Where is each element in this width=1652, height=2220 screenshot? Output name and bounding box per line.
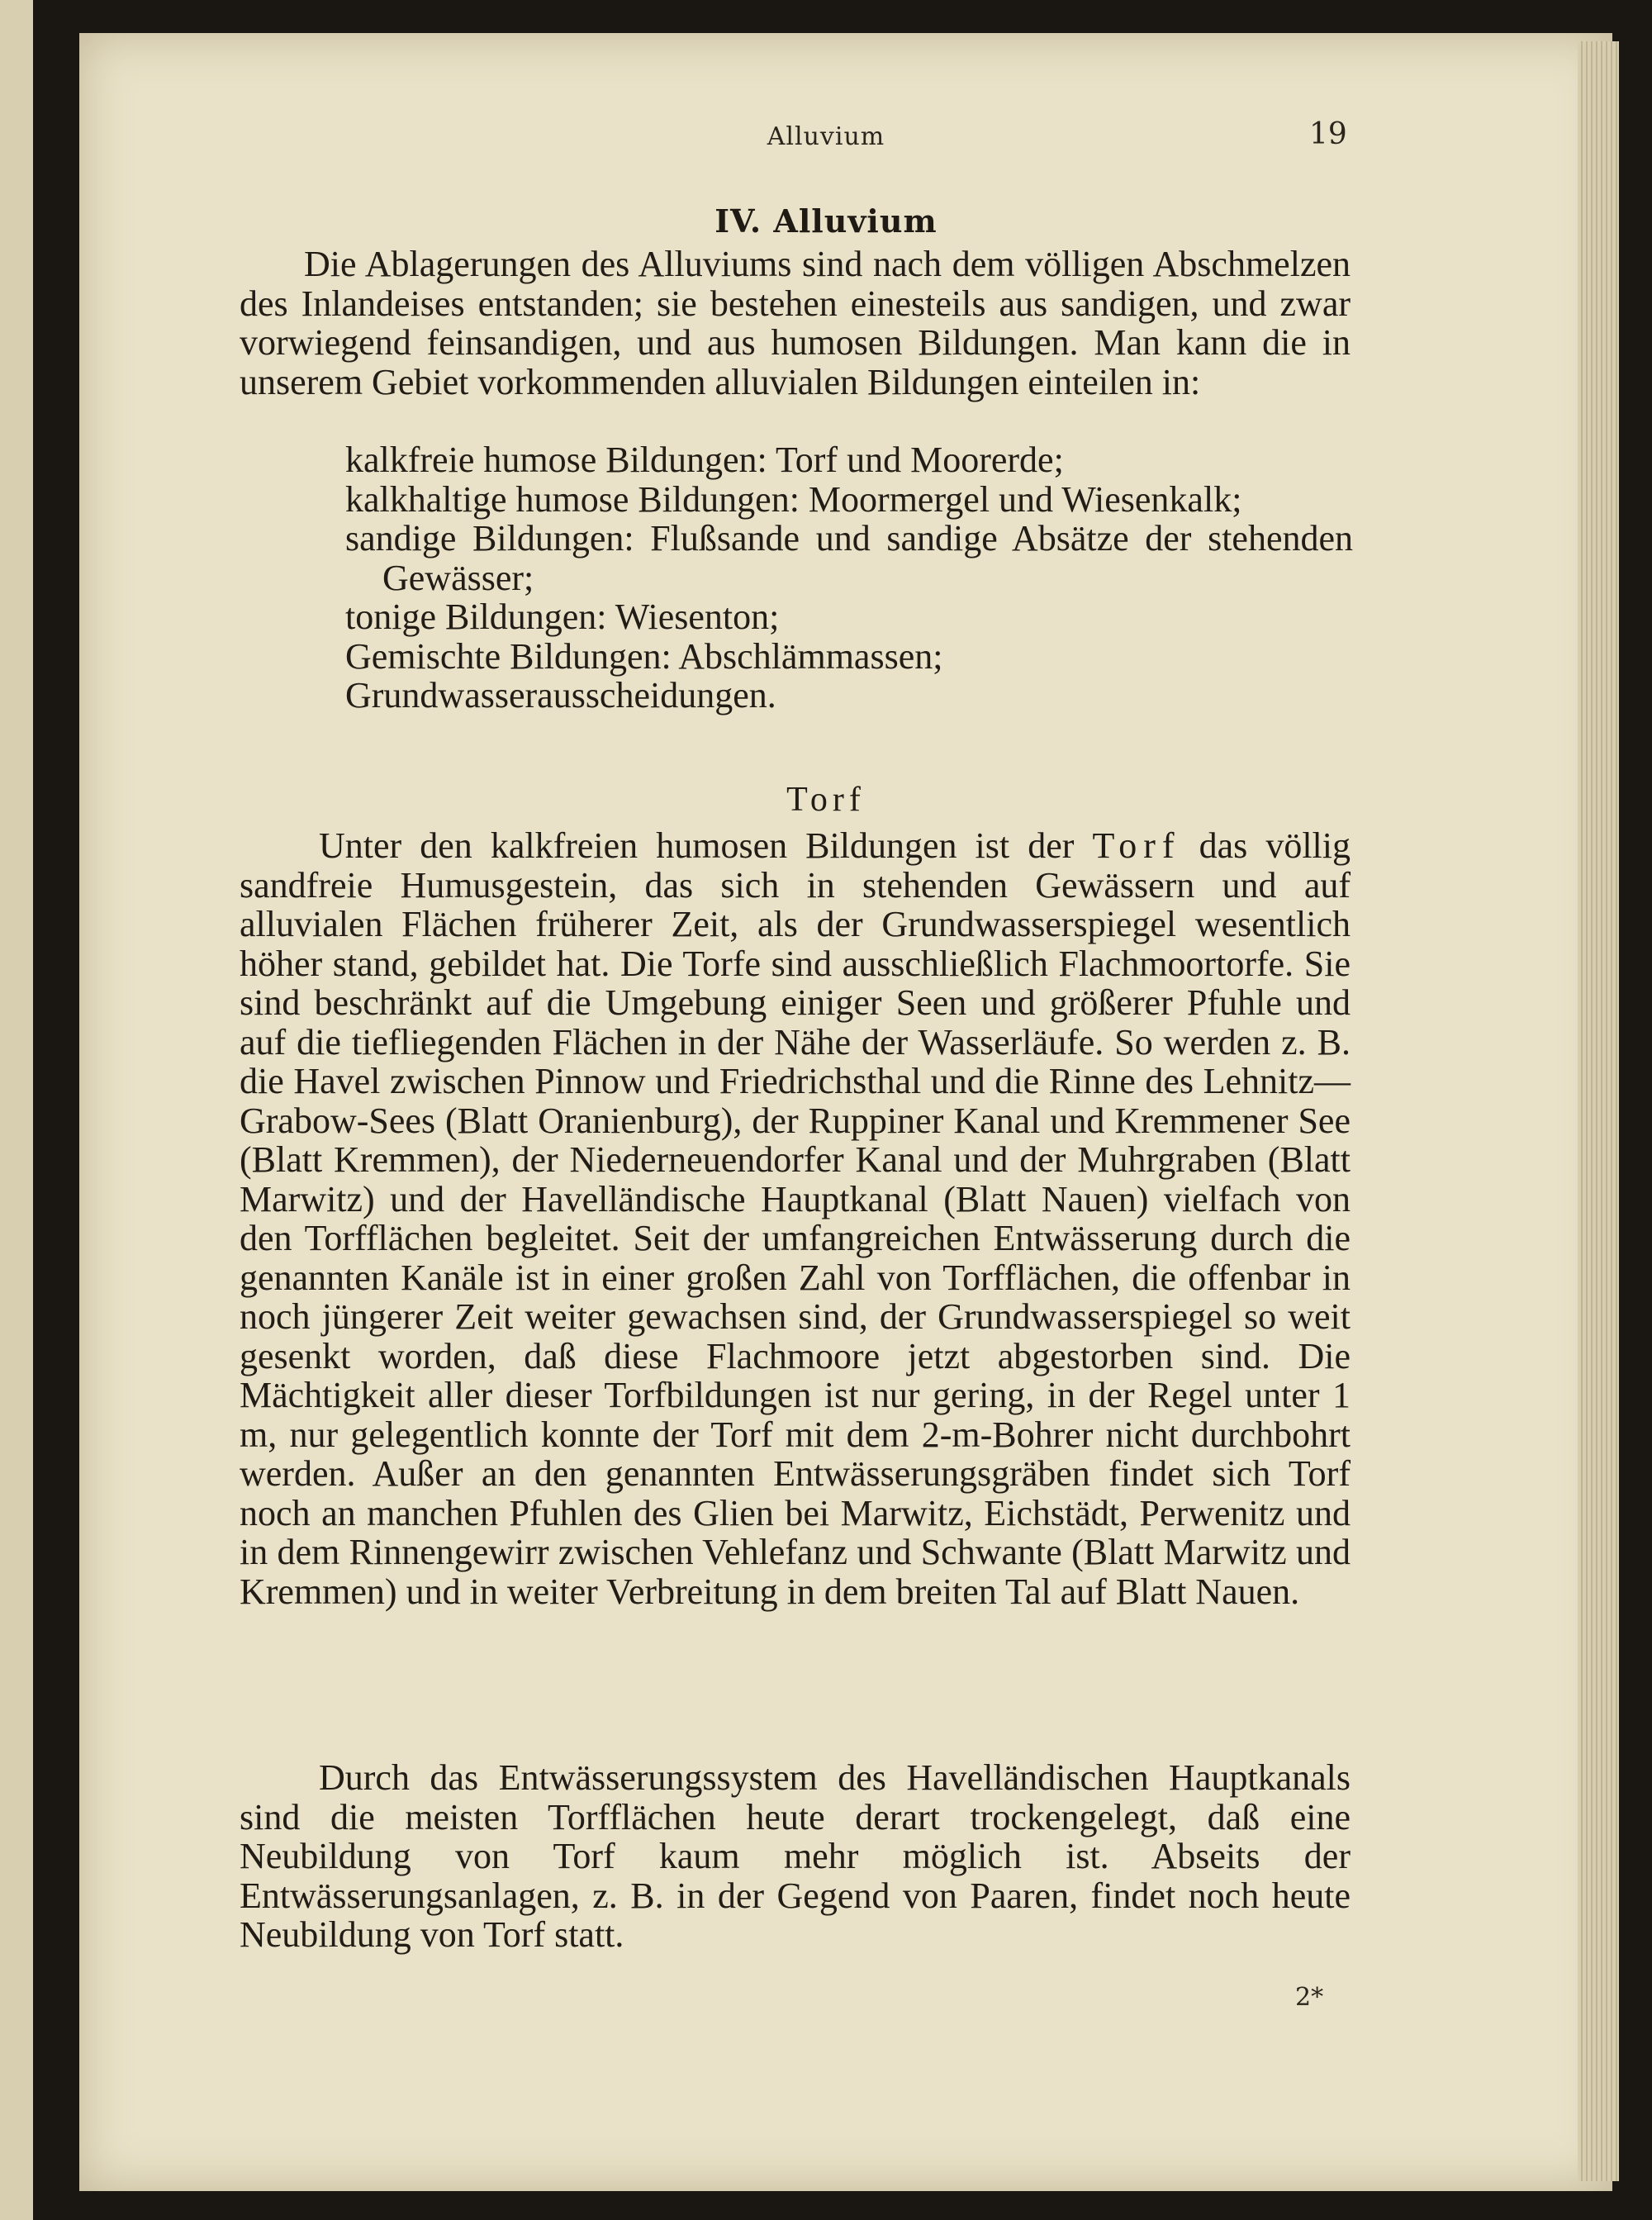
list-item: sandige Bildungen: Flußsande und sandige Absätze der stehenden Gewässer; [345,518,1353,598]
category-list [345,440,1353,715]
chapter-heading: IV. Alluvium [714,202,938,240]
torf-paragraph [240,826,1351,1611]
intro-paragraph: Die Ablagerungen des Alluviums sind nach dem völligen Abschmelzen des Inlandeises entstanden; sie bestehen einesteils aus sandigen, und zwar vorwiegend feinsandigen, und aus humosen Bildungen. Man kann die in unserem Gebiet vorkommenden alluvialen Bildungen einteilen in: [240,244,1351,402]
left-page-edge [0,0,33,2220]
torf-paragraph-start: Unter den kalkfreien humosen Bildungen ist der [319,825,1093,866]
running-title: Alluvium [767,122,885,151]
list-item: tonige Bildungen: Wiesenton; [345,597,780,637]
signature-mark: 2* [1295,1983,1324,2012]
drainage-paragraph: Durch das Entwässerungssystem des Havelländischen Hauptkanals sind die meisten Torfflächen heute derart trockengelegt, daß eine Neubildung von Torf kaum mehr möglich ist. Abseits der Entwässerungsanlagen, z. B. in der Gegend von Paaren, findet noch heute Neubildung von Torf statt. [240,1757,1351,1955]
list-item: Grundwasserausscheidungen. [345,675,776,715]
torf-emphasis: Torf [1092,825,1181,866]
list-item: kalkfreie humose Bildungen: Torf und Moorerde; [345,440,1064,480]
torf-paragraph-rest: das völlig sandfreie Humusgestein, das sich in stehenden Gewässern und auf alluvialen Flächen früherer Zeit, als der Grundwasserspiegel wesentlich höher stand, gebildet hat. Die Torfe sind ausschließlich Flachmoortorfe. Sie sind beschränkt auf die Umgebung einiger Seen und größerer Pfuhle und auf die tiefliegenden Flächen in der Nähe der Wasserläufe. So werden z. B. die Havel zwischen Pinnow und Friedrichsthal und die Rinne des Lehnitz—Grabow-Sees (Blatt Oranienburg), der Ruppiner Kanal und Kremmener See (Blatt Kremmen), der Niederneuendorfer Kanal und der Muhrgraben (Blatt Marwitz) und der Havelländische Hauptkanal (Blatt Nauen) vielfach von den Torfflächen begleitet. Seit der umfangreichen Entwässerung durch die genannten Kanäle ist in einer großen Zahl von Torfflächen, die offenbar in noch jüngerer Zeit weiter gewachsen sind, der Grundwasserspiegel so weit gesenkt worden, daß diese Flachmoore jetzt abgestorben sind. Die Mächtigkeit aller dieser Torfbildungen ist nur gering, in der Regel unter 1 m, nur gelegentlich konnte der Torf mit dem 2-m-Bohrer nicht durchbohrt werden. Außer an den genannten Entwässerungsgräben findet sich Torf noch an manchen Pfuhlen des Glien bei Marwitz, Eichstädt, Perwenitz und in dem Rinnengewirr zwischen Vehlefanz und Schwante (Blatt Marwitz und Kremmen) und in weiter Verbreitung in dem breiten Tal auf Blatt Nauen. [240,825,1351,1612]
list-item: kalkhaltige humose Bildungen: Moormergel und Wiesenkalk; [345,478,1242,520]
page-number: 19 [1309,117,1347,151]
list-item: Gemischte Bildungen: Abschlämmassen; [345,635,943,677]
right-page-edges [1578,41,1619,2181]
section-heading: Torf [786,781,866,819]
